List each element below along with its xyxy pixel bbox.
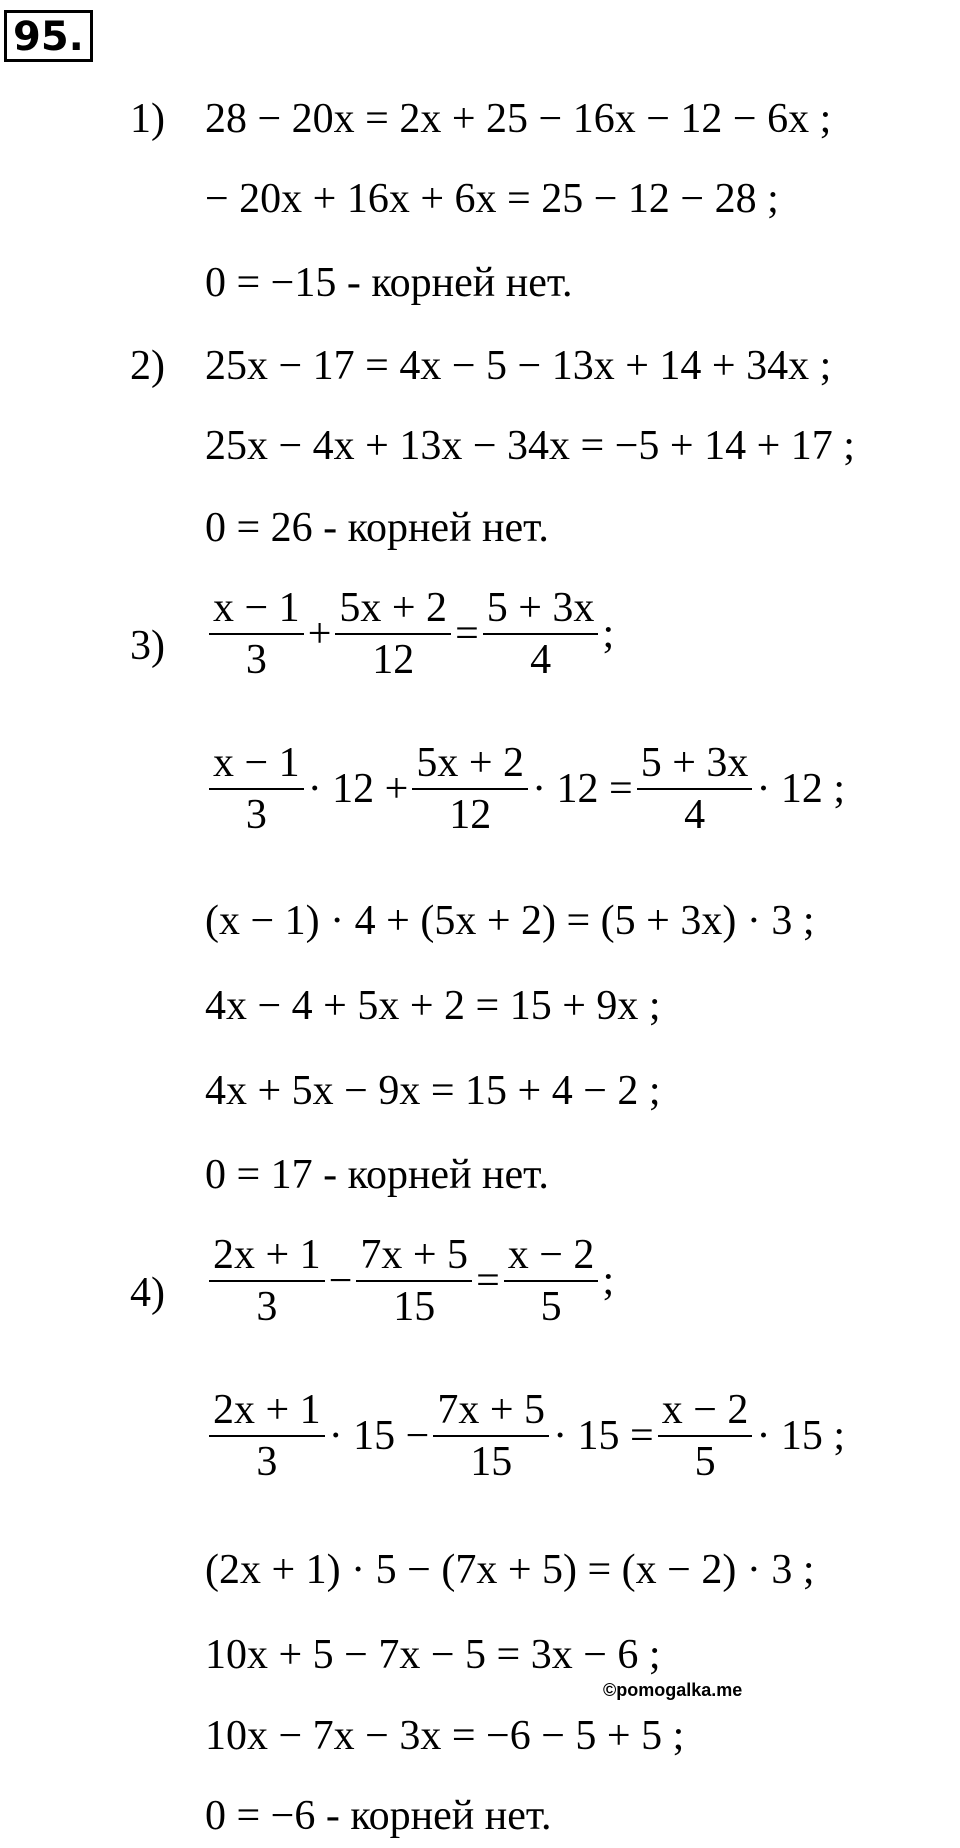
equation-text: 0 = −6 - корней нет. [205,1793,552,1839]
fraction [433,1387,549,1485]
denominator: 5 [694,1439,716,1485]
denominator: 12 [449,792,492,838]
part-3-line-4 [205,983,661,1029]
part-1-label: 1) [130,96,165,142]
operator: · 12 ; [756,766,846,812]
part-2-line-1 [205,343,831,389]
denominator: 4 [684,792,706,838]
fraction [209,585,304,683]
denominator: 5 [540,1284,562,1330]
part-2-line-2 [205,423,855,469]
part-4-line-3 [205,1547,815,1593]
watermark: ©pomogalka.me [603,1680,743,1700]
equation-text: 0 = −15 - корней нет. [205,260,573,306]
denominator: 4 [530,637,552,683]
part-4-line-4 [205,1632,661,1678]
part-3-line-6 [205,1152,549,1198]
numerator: 7x + 5 [360,1232,469,1278]
numerator: x − 2 [661,1387,749,1433]
part-3-line-2 [205,740,845,838]
part-4-line-5 [205,1713,684,1759]
equation-text: 25x − 4x + 13x − 34x = −5 + 14 + 17 ; [205,423,855,469]
part-1-line-1 [205,96,831,142]
denominator: 3 [245,637,267,683]
denominator: 3 [245,792,267,838]
fraction [335,585,451,683]
fraction [412,740,528,838]
denominator: 3 [256,1439,278,1485]
operator: = [455,611,479,657]
equation-text: − 20x + 16x + 6x = 25 − 12 − 28 ; [205,176,779,222]
equation-text: 4x − 4 + 5x + 2 = 15 + 9x ; [205,983,661,1029]
equation-text: (x − 1) · 4 + (5x + 2) = (5 + 3x) · 3 ; [205,898,815,944]
numerator: 2x + 1 [213,1387,321,1433]
numerator: x − 2 [507,1232,595,1278]
semicolon: ; [602,1258,615,1304]
denominator: 12 [372,637,415,683]
operator: − [328,1258,353,1304]
denominator: 3 [256,1284,278,1330]
fraction [209,740,304,838]
denominator: 15 [393,1284,436,1330]
part-3-line-1 [205,585,614,683]
fraction [504,1232,599,1330]
part-4-line-1 [205,1232,614,1330]
equation-text: (2x + 1) · 5 − (7x + 5) = (x − 2) · 3 ; [205,1547,815,1593]
numerator: 5 + 3x [486,585,595,631]
equation-text: 4x + 5x − 9x = 15 + 4 − 2 ; [205,1068,661,1114]
part-2-line-3 [205,505,549,551]
part-1-line-3 [205,260,573,306]
part-4-label: 4) [130,1270,165,1316]
equation-text: 10x + 5 − 7x − 5 = 3x − 6 ; [205,1632,661,1678]
numerator: 2x + 1 [213,1232,321,1278]
equation-text: 10x − 7x − 3x = −6 − 5 + 5 ; [205,1713,685,1759]
operator: = [476,1258,500,1304]
numerator: 5x + 2 [339,585,448,631]
fraction [209,1387,325,1485]
equation-text: 28 − 20x = 2x + 25 − 16x − 12 − 6x ; [205,96,832,142]
equation-text: 0 = 26 - корней нет. [205,505,549,551]
fraction [356,1232,472,1330]
task-number: 95. [4,10,93,62]
part-4-line-2 [205,1387,845,1485]
numerator: 5 + 3x [640,740,749,786]
equation-text: 0 = 17 - корней нет. [205,1152,549,1198]
denominator: 15 [470,1439,513,1485]
part-4-line-6 [205,1793,552,1839]
numerator: 5x + 2 [416,740,525,786]
fraction [637,740,753,838]
part-3-line-3 [205,898,815,944]
operator: + [307,611,332,657]
equation-text: 25x − 17 = 4x − 5 − 13x + 14 + 34x ; [205,343,832,389]
operator: · 15 − [328,1413,430,1459]
numerator: 7x + 5 [437,1387,546,1433]
fraction [658,1387,753,1485]
operator: · 12 = [532,766,633,812]
part-3-label: 3) [130,623,165,669]
operator: · 15 = [553,1413,654,1459]
semicolon: ; [602,611,615,657]
operator: · 12 + [307,766,409,812]
numerator: x − 1 [213,740,300,786]
fraction [483,585,599,683]
part-2-label: 2) [130,343,165,389]
fraction [209,1232,325,1330]
part-1-line-2 [205,176,779,222]
part-3-line-5 [205,1068,661,1114]
operator: · 15 ; [756,1413,846,1459]
numerator: x − 1 [213,585,300,631]
